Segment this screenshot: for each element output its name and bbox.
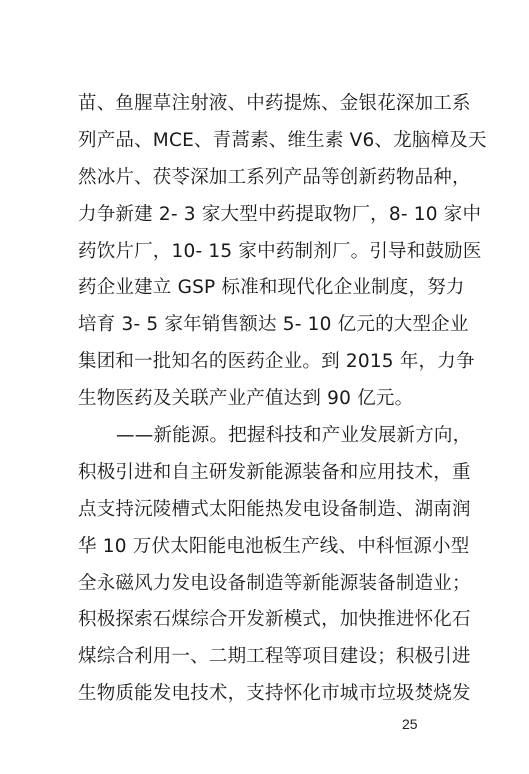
text-line: 生物质能发电技术，支持怀化市城市垃圾焚烧发 bbox=[78, 683, 471, 705]
text-line: 积极引进和自主研发新能源装备和应用技术，重 bbox=[78, 461, 471, 483]
text-line: 生物医药及关联产业产值达到 90 亿元。 bbox=[78, 388, 414, 410]
paragraph-2 bbox=[78, 418, 472, 713]
text-line: 全永磁风力发电设备制造等新能源装备制造业； bbox=[78, 572, 471, 594]
text-line: 药饮片厂，10- 15 家中药制剂厂。引导和鼓励医 bbox=[78, 240, 482, 262]
text-line: ——新能源。把握科技和产业发展新方向， bbox=[116, 425, 472, 447]
text-line: 点支持沅陵槽式太阳能热发电设备制造、湖南润 bbox=[78, 498, 471, 520]
text-line: 列产品、MCE、青蒿素、维生素 V6、龙脑樟及天 bbox=[78, 129, 487, 151]
text-line: 苗、鱼腥草注射液、中药提炼、金银花深加工系 bbox=[78, 93, 471, 114]
text-line: 培育 3- 5 家年销售额达 5- 10 亿元的大型企业 bbox=[78, 314, 469, 336]
text-line: 药企业建立 GSP 标准和现代化企业制度，努力 bbox=[78, 277, 465, 299]
text-line: 华 10 万伏太阳能电池板生产线、中科恒源小型 bbox=[78, 535, 470, 557]
text-line: 煤综合利用一、二期工程等项目建设；积极引进 bbox=[78, 646, 471, 668]
page-number: 25 bbox=[402, 716, 418, 732]
text-line: 力争新建 2- 3 家大型中药提取物厂，8- 10 家中 bbox=[78, 203, 482, 225]
text-line: 集团和一批知名的医药企业。到 2015 年，力争 bbox=[78, 351, 475, 373]
paragraph-1 bbox=[78, 86, 487, 418]
text-line: 积极探索石煤综合开发新模式，加快推进怀化石 bbox=[78, 609, 471, 631]
body-text bbox=[78, 86, 487, 713]
text-line: 然冰片、茯苓深加工系列产品等创新药物品种， bbox=[78, 166, 471, 188]
